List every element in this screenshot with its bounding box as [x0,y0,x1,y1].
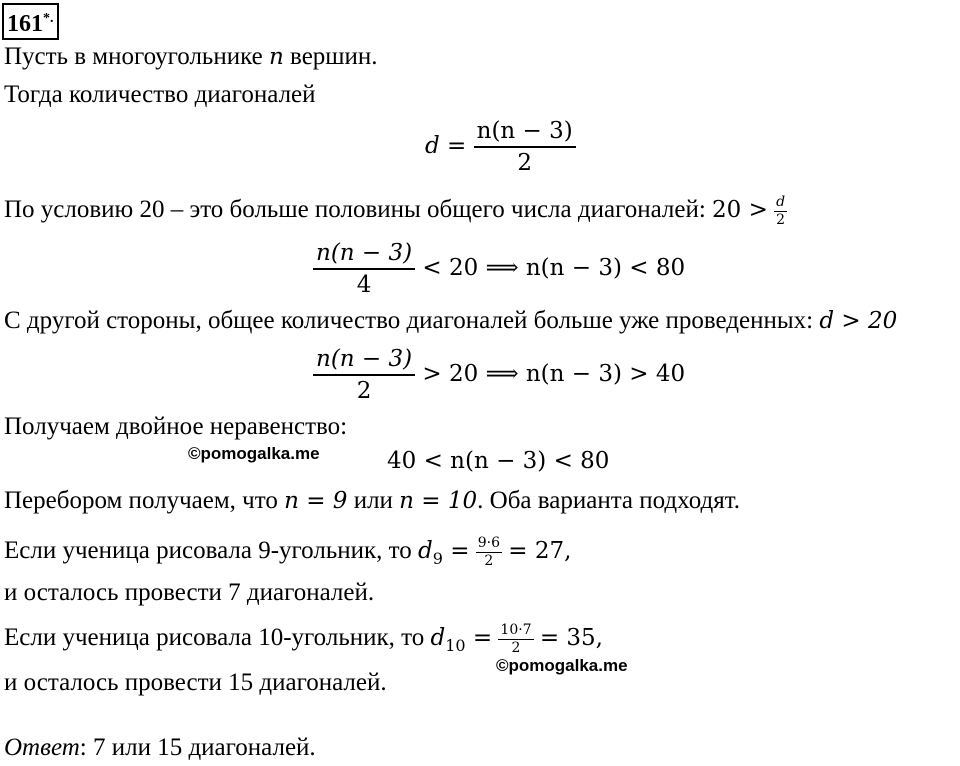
fraction: $\frac{n(n - 3)}{4}$ [313,238,415,300]
answer-line: Ответ: 7 или 15 диагоналей. [4,734,316,761]
small-fraction: $\frac{9\cdot 6}{2}$ [477,535,500,569]
line-other-side: С другой стороны, общее количество диагоналей больше уже проведенных: d > 20 [4,307,898,334]
answer-label: Ответ [4,734,80,761]
fraction: $\frac{n(n - 3)}{2}$ [474,116,576,178]
line-case-10: Если ученица рисовала 10-угольник, то $d_{10}$ = $\frac{10\cdot 7}{2}$ = 35, [4,622,603,656]
line-enumeration: Перебором получаем, что n = 9 или n = 10. Оба варианта подходят. [4,487,740,514]
line-diagonals-count: Тогда количество диагоналей [4,81,316,108]
line-condition: По условию 20 – это больше половины общего числа диагоналей: 20 > $\frac{d}{2}$ [4,194,786,228]
formula-diagonals: d = $\frac{n(n - 3)}{2}$ [425,116,576,178]
line-vertices: Пусть в многоугольнике n вершин. [4,43,378,70]
line-remaining-7: и осталось провести 7 диагоналей. [4,579,375,606]
formula-upper-bound: $\frac{n(n - 3)}{4}$ < 20 ⟹ n(n − 3) < 80 [313,238,685,300]
watermark: ©pomogalka.me [188,444,320,463]
formula-lower-bound: $\frac{n(n - 3)}{2}$ > 20 ⟹ n(n − 3) > 40 [313,344,685,406]
small-fraction: $\frac{d}{2}$ [776,194,786,228]
problem-number: 161*. [2,3,59,40]
small-fraction: $\frac{10\cdot 7}{2}$ [500,622,532,656]
line-double-inequality: Получаем двойное неравенство: [4,413,348,440]
line-case-9: Если ученица рисовала 9-угольник, то $d_9$ = $\frac{9\cdot 6}{2}$ = 27, [4,535,572,569]
line-remaining-15: и осталось провести 15 диагоналей. [4,669,387,696]
formula-double-inequality: 40 < n(n − 3) < 80 [387,448,610,474]
fraction: $\frac{n(n - 3)}{2}$ [313,344,415,406]
watermark: ©pomogalka.me [496,656,628,675]
